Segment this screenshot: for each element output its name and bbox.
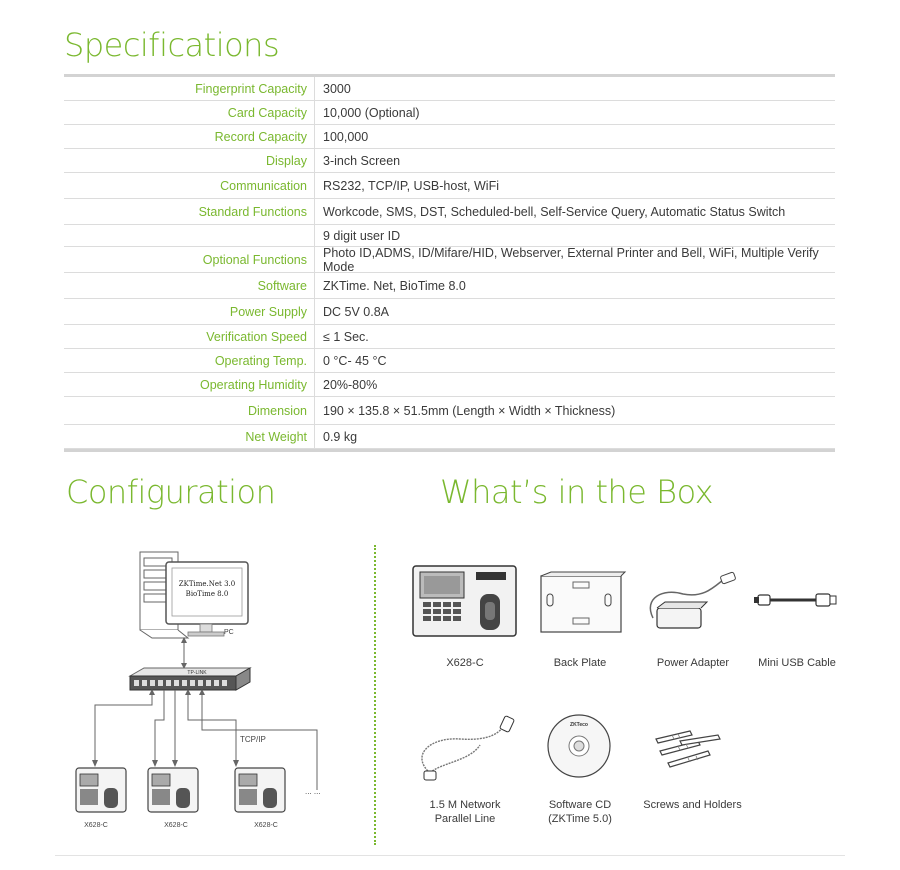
monitor-text-line2: BioTime 8.0 (185, 590, 229, 598)
spec-row (64, 299, 835, 325)
monitor-text-line1: ZKTime.Net 3.0 (178, 580, 236, 588)
spec-value: DC 5V 0.8A (323, 304, 390, 319)
spec-row (64, 325, 835, 349)
spec-value: 100,000 (323, 129, 369, 144)
device-label-3: X628-C (254, 822, 278, 829)
spec-rows (64, 77, 835, 449)
spec-row (64, 199, 835, 225)
spec-row (64, 247, 835, 273)
box-item-network-line-image (410, 715, 520, 785)
spec-label: Software (64, 273, 315, 298)
more-devices-ellipsis: ... ... (305, 787, 321, 796)
box-item-screws-caption: Screws and Holders (643, 799, 742, 811)
spec-row (64, 373, 835, 397)
box-item-screws-image (650, 725, 730, 775)
spec-value: 190 × 135.8 × 51.5mm (Length × Width × Thickness) (323, 403, 616, 418)
spec-row (64, 397, 835, 425)
spec-value: 10,000 (Optional) (323, 105, 420, 120)
spec-row (64, 77, 835, 101)
spec-row (64, 149, 835, 173)
spec-row (64, 349, 835, 373)
box-item-network-line-caption-2: Parallel Line (434, 813, 496, 825)
section-divider (374, 545, 376, 845)
spec-label: Display (64, 149, 315, 172)
spec-label: Card Capacity (64, 101, 315, 124)
spec-label: Standard Functions (64, 199, 315, 224)
spec-label: Operating Humidity (64, 373, 315, 396)
spec-value: 9 digit user ID (323, 228, 401, 243)
box-item-network-line-caption-1: 1.5 M Network (429, 799, 501, 811)
spec-row (64, 101, 835, 125)
box-item-mini-usb-cable-image (752, 585, 842, 625)
box-item-x628c-image (410, 562, 520, 642)
spec-value: ZKTime. Net, BioTime 8.0 (323, 278, 466, 293)
box-item-software-cd-image (545, 712, 615, 782)
device-label-2: X628-C (164, 822, 188, 829)
box-item-x628c-caption: X628-C (446, 657, 484, 669)
spec-label: Optional Functions (64, 247, 315, 272)
spec-value: 0 °C- 45 °C (323, 353, 387, 368)
spec-label: Verification Speed (64, 325, 315, 348)
spec-row (64, 125, 835, 149)
bottom-rule (55, 855, 845, 856)
spec-value: 20%-80% (323, 377, 378, 392)
device-x628c-icon-1 (76, 768, 126, 812)
specifications-title: Specifications (64, 26, 280, 64)
configuration-title: Configuration (66, 473, 276, 511)
configuration-diagram (60, 540, 370, 840)
pc-label: PC (224, 629, 234, 636)
spec-table (64, 74, 835, 452)
spec-value: Photo ID,ADMS, ID/Mifare/HID, Webserver, External Printer and Bell, WiFi, Multiple Verify Mode (323, 245, 819, 274)
spec-label: Record Capacity (64, 125, 315, 148)
spec-value: 3000 (323, 81, 351, 96)
cd-brand-label: ZKTeco (570, 722, 588, 728)
spec-value: RS232, TCP/IP, USB-host, WiFi (323, 178, 499, 193)
spec-label: Power Supply (64, 299, 315, 324)
tcpip-label: TCP/IP (240, 735, 266, 744)
spec-value: ≤ 1 Sec. (323, 329, 369, 344)
spec-value: 0.9 kg (323, 429, 358, 444)
box-item-software-cd-caption-2: (ZKTime 5.0) (548, 813, 612, 825)
switch-brand-label: TP-LINK (187, 670, 207, 676)
box-item-software-cd-caption-1: Software CD (548, 799, 612, 811)
spec-label: Net Weight (64, 425, 315, 448)
spec-row (64, 425, 835, 449)
box-item-back-plate-caption: Back Plate (553, 657, 607, 669)
box-item-mini-usb-cable-caption: Mini USB Cable (758, 657, 836, 669)
spec-label: Communication (64, 173, 315, 198)
spec-row (64, 225, 835, 247)
spec-row (64, 173, 835, 199)
spec-label: Fingerprint Capacity (64, 77, 315, 100)
box-item-power-adapter-image (643, 568, 743, 638)
spec-value: 3-inch Screen (323, 153, 401, 168)
device-x628c-icon-2 (148, 768, 198, 812)
device-label-1: X628-C (84, 822, 108, 829)
spec-row (64, 273, 835, 299)
whats-in-the-box-title: What’s in the Box (440, 473, 714, 511)
spec-value: Workcode, SMS, DST, Scheduled-bell, Self-Service Query, Automatic Status Switch (323, 204, 786, 219)
device-x628c-icon-3 (235, 768, 285, 812)
spec-table-bottom-rule (64, 449, 835, 452)
spec-label: Dimension (64, 397, 315, 424)
spec-label: Operating Temp. (64, 349, 315, 372)
box-item-power-adapter-caption: Power Adapter (656, 657, 730, 669)
box-item-back-plate-image (537, 570, 627, 640)
spec-label (64, 225, 315, 246)
